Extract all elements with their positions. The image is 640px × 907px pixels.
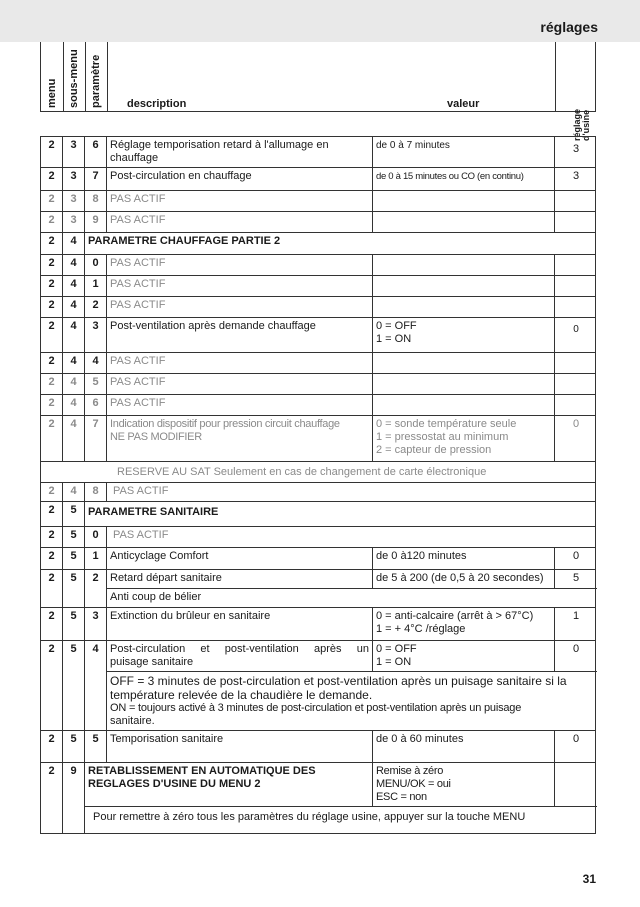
valeur-line: 1 = ON	[376, 333, 412, 345]
cell-menu: 2	[41, 297, 63, 317]
valeur-line: 0 = anti-calcaire (arrêt à > 67°C)	[376, 610, 534, 622]
cell-description: Anticyclage Comfort	[107, 548, 373, 569]
anti-coup-de-belier-note: Anti coup de bélier	[110, 591, 202, 603]
cell-usine: 0	[573, 324, 579, 335]
valeur-line: ESC = non	[376, 791, 427, 803]
cell-description: PAS ACTIF	[107, 374, 373, 394]
reset-title-line: RETABLISSEMENT EN AUTOMATIQUE DES	[88, 765, 316, 777]
cell-valeur	[373, 297, 555, 317]
cell-sous-menu: 4	[63, 416, 85, 461]
cell-menu: 2	[41, 233, 63, 254]
explanation-line: OFF = 3 minutes de post-circulation et post-ventilation après un puisage sanitaire si la	[110, 674, 567, 688]
cell-parametre: 0	[85, 255, 107, 275]
cell-usine	[555, 353, 597, 373]
cell-valeur: de 0 à120 minutes	[373, 548, 555, 569]
header-sous-menu: sous-menu	[68, 49, 80, 108]
table-row	[41, 374, 595, 395]
cell-valeur	[373, 641, 555, 672]
cell-description: Réglage temporisation retard à l'allumage en chauffage	[107, 137, 373, 167]
cell-sous-menu: 4	[63, 395, 85, 415]
cell-menu: 2	[41, 168, 63, 190]
cell-usine: 1	[572, 610, 580, 622]
cell-description: PAS ACTIF	[107, 297, 373, 317]
parameter-table	[40, 136, 596, 834]
cell-valeur: de 5 à 200 (de 0,5 à 20 secondes)	[373, 570, 555, 589]
cell-description: PAS ACTIF	[107, 353, 373, 373]
cell-valeur	[373, 763, 555, 807]
reset-instruction: Pour remettre à zéro tous les paramètres du réglage usine, appuyer sur la touche MENU	[93, 811, 526, 823]
explanation-line: ON = toujours activé à 3 minutes de post-circulation et post-ventilation après un puisage	[110, 702, 522, 714]
cell-usine	[555, 297, 597, 317]
description-line: NE PAS MODIFIER	[110, 431, 202, 443]
table-row	[41, 570, 595, 608]
cell-description: PAS ACTIF	[113, 529, 169, 541]
table-row-note	[41, 462, 595, 483]
table-row	[41, 318, 595, 353]
header-usine-divider	[555, 42, 556, 111]
cell-usine	[555, 763, 597, 807]
cell-menu: 2	[41, 527, 63, 547]
cell-menu: 2	[41, 548, 63, 569]
table-row	[41, 548, 595, 570]
valeur-line: 1 = + 4°C /réglage	[376, 623, 466, 635]
cell-usine: 5	[555, 570, 597, 589]
reset-title-line: REGLAGES D'USINE DU MENU 2	[88, 778, 261, 790]
cell-parametre: 6	[85, 137, 107, 167]
section-heading: PARAMETRE SANITAIRE	[88, 506, 219, 518]
cell-menu: 2	[41, 395, 63, 415]
cell-valeur	[373, 374, 555, 394]
cell-parametre: 2	[85, 570, 107, 607]
cell-menu: 2	[41, 416, 63, 461]
cell-valeur	[373, 318, 555, 352]
cell-valeur	[373, 395, 555, 415]
table-row	[41, 168, 595, 191]
header-sous-menu-col	[63, 42, 86, 111]
cell-parametre: 5	[85, 374, 107, 394]
table-row	[41, 137, 595, 168]
table-row	[41, 527, 595, 548]
cell-valeur	[373, 191, 555, 211]
cell-menu: 2	[41, 763, 63, 833]
post-circulation-explanation	[107, 672, 595, 730]
cell-parametre: 7	[85, 416, 107, 461]
page-number: 31	[582, 872, 596, 886]
cell-sous-menu: 5	[63, 527, 85, 547]
cell-sous-menu: 4	[63, 483, 85, 501]
cell-description: PAS ACTIF	[107, 212, 373, 232]
cell-parametre: 8	[85, 483, 107, 501]
cell-sous-menu: 4	[63, 276, 85, 296]
cell-usine	[555, 212, 597, 232]
cell-valeur	[373, 608, 555, 640]
table-row	[41, 297, 595, 318]
cell-parametre: 6	[85, 395, 107, 415]
explanation-line: température relevée de la chaudière le demande.	[110, 688, 373, 702]
cell-sous-menu: 4	[63, 255, 85, 275]
table-row	[41, 212, 595, 233]
valeur-line: 2 = capteur de pression	[376, 444, 492, 456]
cell-parametre: 8	[85, 191, 107, 211]
cell-valeur	[373, 353, 555, 373]
valeur-line: 0 = OFF	[376, 643, 417, 655]
cell-menu: 2	[41, 318, 63, 352]
cell-sous-menu: 5	[63, 502, 85, 526]
cell-parametre: 5	[85, 731, 107, 762]
cell-usine: 0	[555, 641, 597, 672]
header-valeur: valeur	[447, 98, 480, 110]
cell-menu: 2	[41, 255, 63, 275]
cell-usine: 3	[572, 143, 580, 155]
table-row	[41, 641, 595, 731]
reset-title	[85, 763, 373, 807]
cell-sous-menu: 3	[63, 168, 85, 190]
cell-menu: 2	[41, 731, 63, 762]
cell-sous-menu: 5	[63, 641, 85, 730]
header-parametre: paramètre	[90, 54, 102, 108]
cell-usine	[555, 374, 597, 394]
explanation-line: sanitaire.	[110, 715, 155, 727]
cell-valeur: de 0 à 15 minutes ou CO (en continu)	[373, 168, 555, 190]
cell-valeur	[373, 276, 555, 296]
cell-menu: 2	[41, 570, 63, 607]
cell-sous-menu: 5	[63, 548, 85, 569]
cell-sous-menu: 4	[63, 297, 85, 317]
cell-menu: 2	[41, 353, 63, 373]
note-spacer	[41, 462, 107, 482]
cell-parametre: 7	[85, 168, 107, 190]
table-row	[41, 763, 595, 833]
cell-usine: 0	[572, 733, 580, 745]
table-header	[40, 42, 596, 141]
cell-menu: 2	[41, 483, 63, 501]
cell-sous-menu: 4	[63, 353, 85, 373]
cell-usine	[555, 191, 597, 211]
section-title: réglages	[540, 19, 598, 35]
cell-sous-menu: 4	[63, 318, 85, 352]
cell-description: PAS ACTIF	[107, 191, 373, 211]
table-row	[41, 255, 595, 276]
header-menu: menu	[46, 78, 58, 108]
cell-menu: 2	[41, 374, 63, 394]
cell-sous-menu: 4	[63, 233, 85, 254]
table-row	[41, 191, 595, 212]
cell-description: Temporisation sanitaire	[107, 731, 373, 762]
cell-menu: 2	[41, 212, 63, 232]
cell-parametre: 4	[85, 641, 107, 730]
cell-sous-menu: 3	[63, 137, 85, 167]
description-line: Post-circulation et post-ventilation après un	[110, 643, 369, 655]
cell-valeur: de 0 à 7 minutes	[373, 137, 555, 167]
cell-parametre: 3	[85, 608, 107, 640]
table-row	[41, 276, 595, 297]
cell-usine: 0	[572, 550, 580, 562]
cell-usine	[555, 276, 597, 296]
cell-description: Extinction du brûleur en sanitaire	[107, 608, 373, 640]
valeur-line: 1 = ON	[376, 656, 412, 668]
cell-usine: 3	[572, 170, 580, 182]
cell-valeur	[373, 255, 555, 275]
cell-parametre: 9	[85, 212, 107, 232]
cell-menu: 2	[41, 502, 63, 526]
cell-parametre: 1	[85, 548, 107, 569]
cell-valeur	[373, 212, 555, 232]
cell-usine	[555, 395, 597, 415]
header-reglage-usine: réglage d'usine	[572, 108, 591, 141]
cell-description	[107, 641, 373, 672]
valeur-line: 1 = pressostat au minimum	[376, 431, 509, 443]
table-row	[41, 353, 595, 374]
table-row	[41, 731, 595, 763]
cell-description: PAS ACTIF	[107, 395, 373, 415]
cell-usine	[555, 255, 597, 275]
reserve-sat-note: RESERVE AU SAT Seulement en cas de changement de carte électronique	[117, 466, 487, 478]
cell-valeur	[373, 416, 555, 461]
cell-description: Post-circulation en chauffage	[107, 168, 373, 190]
cell-parametre: 0	[85, 527, 107, 547]
table-row-section	[41, 233, 595, 255]
table-row	[41, 608, 595, 641]
cell-sous-menu: 3	[63, 191, 85, 211]
table-row	[41, 483, 595, 502]
cell-parametre: 2	[85, 297, 107, 317]
description-line: puisage sanitaire	[110, 656, 194, 668]
cell-sous-menu: 9	[63, 763, 85, 833]
valeur-line: 0 = sonde température seule	[376, 418, 517, 430]
cell-menu: 2	[41, 608, 63, 640]
cell-description: Post-ventilation après demande chauffage	[107, 318, 373, 352]
cell-menu: 2	[41, 137, 63, 167]
table-row-section	[41, 502, 595, 527]
cell-sous-menu: 5	[63, 570, 85, 607]
cell-description: PAS ACTIF	[107, 276, 373, 296]
header-description: description	[127, 98, 187, 110]
cell-menu: 2	[41, 276, 63, 296]
cell-sous-menu: 3	[63, 212, 85, 232]
table-row	[41, 395, 595, 416]
cell-description: Retard départ sanitaire	[107, 570, 373, 589]
cell-parametre: 3	[85, 318, 107, 352]
valeur-line: Remise à zéro	[376, 765, 444, 777]
header-menu-col	[41, 42, 64, 111]
cell-usine: 0	[572, 418, 580, 430]
cell-parametre: 4	[85, 353, 107, 373]
valeur-line: MENU/OK = oui	[376, 778, 451, 790]
table-row	[41, 416, 595, 462]
section-heading: PARAMETRE CHAUFFAGE PARTIE 2	[88, 235, 281, 247]
cell-description: PAS ACTIF	[107, 255, 373, 275]
cell-sous-menu: 4	[63, 374, 85, 394]
header-parametre-col	[85, 42, 108, 111]
valeur-line: 0 = OFF	[376, 320, 417, 332]
cell-valeur: de 0 à 60 minutes	[373, 731, 555, 762]
cell-description: PAS ACTIF	[113, 485, 169, 497]
description-line: Indication dispositif pour pression circuit chauffage	[110, 418, 340, 430]
cell-description	[107, 416, 373, 461]
cell-menu: 2	[41, 191, 63, 211]
cell-sous-menu: 5	[63, 608, 85, 640]
cell-sous-menu: 5	[63, 731, 85, 762]
cell-menu: 2	[41, 641, 63, 730]
cell-parametre: 1	[85, 276, 107, 296]
